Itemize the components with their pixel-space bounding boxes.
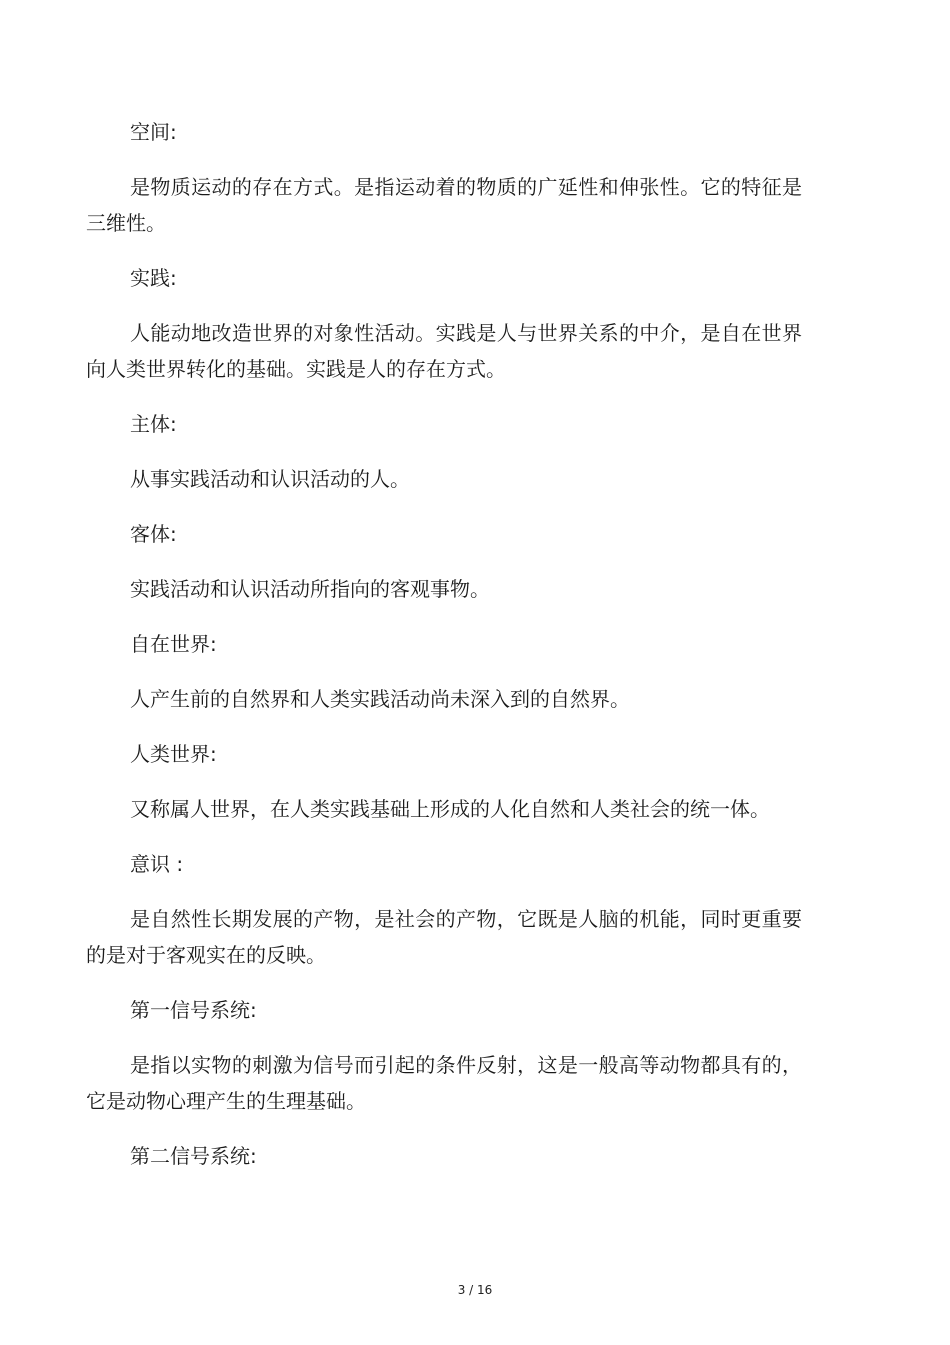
term-consciousness: 意识 : bbox=[130, 852, 184, 876]
definition-object: 实践活动和认识活动所指向的客观事物。 bbox=[130, 577, 490, 601]
definition-subject: 从事实践活动和认识活动的人。 bbox=[130, 467, 410, 491]
term-practice: 实践: bbox=[130, 266, 177, 290]
term-first-signal-system: 第一信号系统: bbox=[130, 998, 257, 1022]
term-object: 客体: bbox=[130, 522, 177, 546]
definition-space: 是物质运动的存在方式。是指运动着的物质的广延性和伸张性。它的特征是三维性。 bbox=[86, 175, 802, 235]
term-second-signal-system: 第二信号系统: bbox=[130, 1144, 257, 1168]
term-human-world: 人类世界: bbox=[130, 742, 217, 766]
definition-practice: 人能动地改造世界的对象性活动。实践是人与世界关系的中介，是自在世界向人类世界转化的基础。实践是人的存在方式。 bbox=[86, 321, 802, 381]
term-subject: 主体: bbox=[130, 412, 177, 436]
definition-consciousness: 是自然性长期发展的产物，是社会的产物，它既是人脑的机能，同时更重要的是对于客观实在的反映。 bbox=[86, 907, 802, 967]
definition-world-in-itself: 人产生前的自然界和人类实践活动尚未深入到的自然界。 bbox=[130, 687, 630, 711]
definition-human-world: 又称属人世界，在人类实践基础上形成的人化自然和人类社会的统一体。 bbox=[130, 797, 770, 821]
definition-first-signal-system: 是指以实物的刺激为信号而引起的条件反射，这是一般高等动物都具有的，它是动物心理产生的生理基础。 bbox=[86, 1053, 802, 1113]
term-world-in-itself: 自在世界: bbox=[130, 632, 217, 656]
page-number: 3 / 16 bbox=[457, 1283, 493, 1297]
document-body bbox=[86, 114, 802, 1193]
term-space: 空间: bbox=[130, 120, 177, 144]
